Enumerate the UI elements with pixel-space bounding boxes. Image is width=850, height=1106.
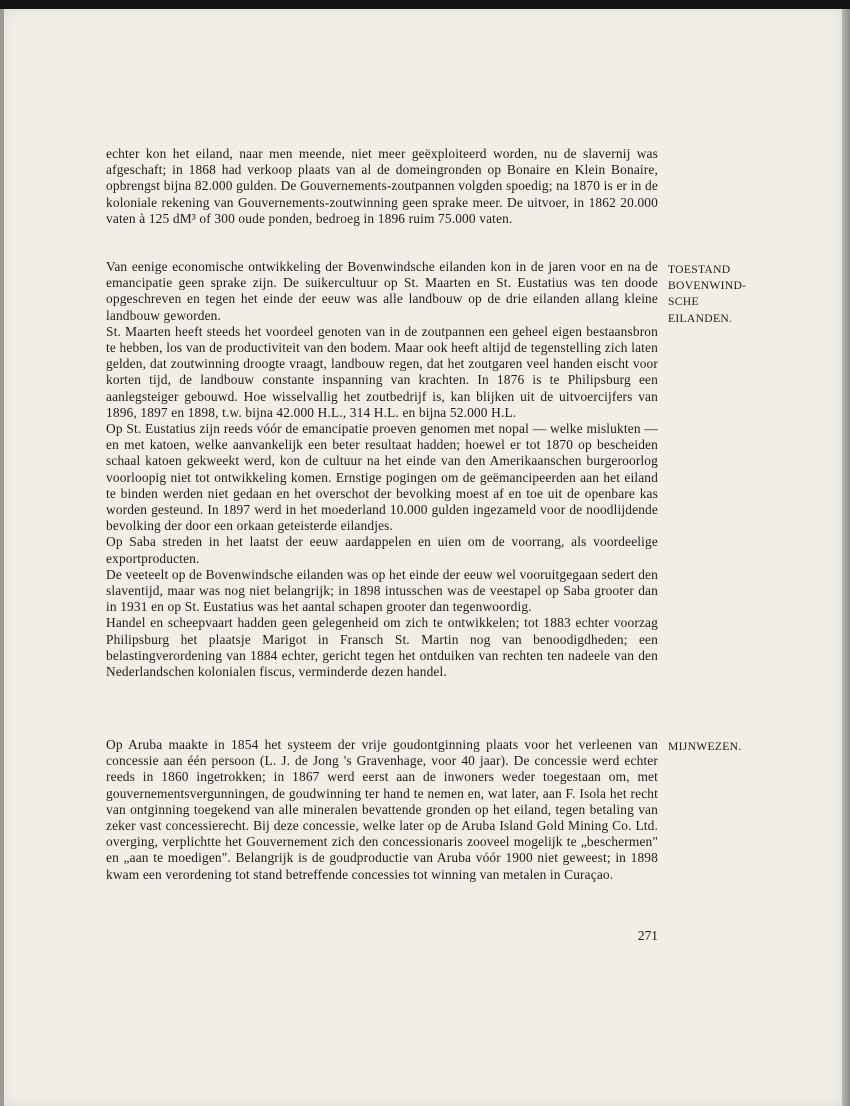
- paragraph: Op Aruba maakte in 1854 het systeem der vrije goudontginning plaats voor het verleenen van concessie aan één persoon (L. J. de Jong 's Gravenhage, voor 40 jaar). De concessie werd echter reeds in 1860 ingetrokken; in 1867 werd eerst aan de inwoners weder toegestaan om, met gouvernementsvergunningen, de goudwinning ter hand te nemen en, wat later, aan F. Isola het recht van ontginning toegekend van alle mineralen bevattende gronden op het eiland, tegen betaling van zeker vast concessierecht. Bij deze concessie, welke later op de Aruba Island Gold Mining Co. Ltd. overging, verplichtte het Gouvernement zich den concessionaris zooveel mogelijk te „beschermen" en „aan te moedigen". Belangrijk is de goudproductie van Aruba vóór 1900 niet geweest; in 1898 kwam een verordening tot stand betreffende concessies tot winning van metalen in Curaçao.: [106, 737, 658, 882]
- text-block-mijnwezen: [106, 737, 658, 883]
- paragraph: echter kon het eiland, naar men meende, niet meer geëxploiteerd worden, nu de slavernij was afgeschaft; in 1868 had verkoop plaats van al de domeingronden op Bonaire en Klein Bonaire, opbrengst bijna 82.000 gulden. De Gouvernements-zoutpannen volgden spoedig; na 1870 is er in de koloniale rekening van Gouvernements-zoutwinning geen sprake meer. De uitvoer, in 1862 20.000 vaten à 125 dM³ of 300 oude ponden, bedroeg in 1896 ruim 75.000 vaten.: [106, 146, 658, 226]
- paragraph: Op Saba streden in het laatst der eeuw aardappelen en uien om de voorrang, als voordeelige exportproducten.: [106, 534, 658, 566]
- text-block-bonaire: [106, 146, 658, 227]
- margin-note-mijnwezen: MIJNWEZEN.: [668, 740, 742, 753]
- text-block-bovenwindsche-eilanden: [106, 259, 658, 680]
- margin-note-toestand: TOESTAND BOVENWIND- SCHE EILANDEN.: [668, 263, 747, 325]
- page-number: 271: [637, 928, 658, 943]
- paragraph: Handel en scheepvaart hadden geen gelegenheid om zich te ontwikkelen; tot 1883 echter voorzag Philipsburg het plaatsje Marigot in Fransch St. Martin nog van benoodigdheden; een belastingverordening van 1884 echter, gericht tegen het ontduiken van rechten ten nadeele van den Nederlandschen kolonialen fiscus, verminderde dezen handel.: [106, 615, 658, 680]
- paragraph: De veeteelt op de Bovenwindsche eilanden was op het einde der eeuw wel vooruitgegaan sedert den slaventijd, maar was nog niet belangrijk; in 1898 intusschen was de veestapel op Saba grooter dan in 1931 en op St. Eustatius was het aantal schapen grooter dan tegenwoordig.: [106, 566, 658, 615]
- paragraph: Van eenige economische ontwikkeling der Bovenwindsche eilanden kon in de jaren voor en na de emancipatie geen sprake zijn. De suikercultuur op St. Maarten en St. Eustatius was ten doode opgeschreven en tegen het einde der eeuw was alle landbouw op de drie eilanden allang kleine landbouw geworden.: [106, 259, 658, 323]
- scan-right-edge: [842, 9, 850, 1106]
- paragraph: St. Maarten heeft steeds het voordeel genoten van in de zoutpannen een geheel eigen bestaansbron te hebben, los van de productiviteit van den bodem. Maar ook heeft altijd de tegenstelling zich laten gelden, dat zoutwinning droogte vraagt, landbouw regen, dat het zoutgaren veel handen eischt voor korten tijd, de landbouw constante inspanning van krachten. In 1876 is te Philipsburg een aanlegsteiger gebouwd. Hoe wisselvallig het zoutbedrijf is, kan blijken uit de uitvoercijfers van 1896, 1897 en 1898, t.w. bijna 42.000 H.L., 314 H.L. en bijna 52.000 H.L.: [106, 323, 658, 420]
- scan-top-border: [0, 0, 850, 9]
- paragraph: Op St. Eustatius zijn reeds vóór de emancipatie proeven genomen met nopal — welke mislukten — en met katoen, welke aanvankelijk een beter resultaat hadden; hoewel er tot 1870 op bescheiden schaal katoen gekweekt werd, kon de cultuur na het einde van den Amerikaanschen burgeroorlog voorloopig niet tot ontwikkeling komen. Ernstige pogingen om de geëmancipeerden aan het eiland te binden werden niet gedaan en het overschot der bevolking moest af en toe uit de openbare kas worden gesteund. In 1897 werd in het moederland 10.000 gulden ingezameld voor de noodlijdende bevolking der door een orkaan geteisterde eilandjes.: [106, 421, 658, 534]
